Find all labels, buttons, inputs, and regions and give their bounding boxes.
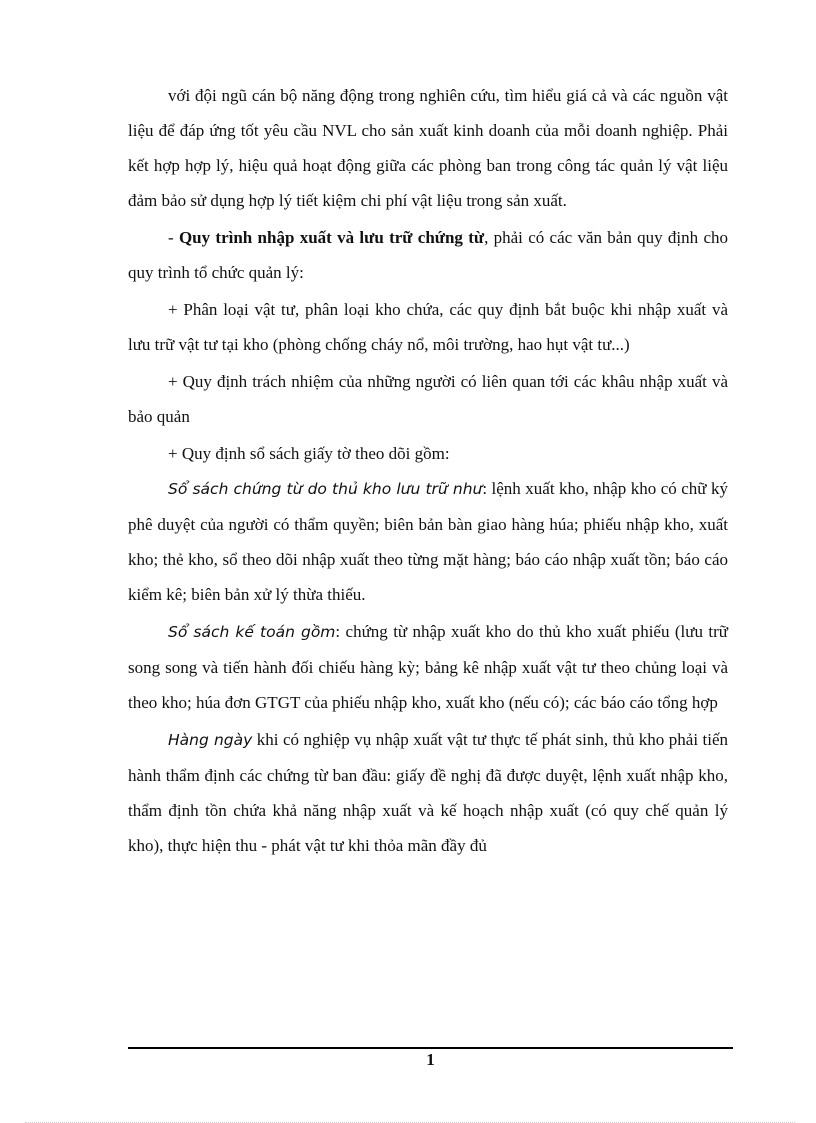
dash-prefix: - (168, 228, 179, 247)
paragraph-responsibility: + Quy định trách nhiệm của những người có liên quan tới các khâu nhập xuất và bảo quản (128, 372, 728, 426)
paragraph-records-intro: + Quy định sổ sách giấy tờ theo dõi gồm: (168, 444, 450, 463)
paragraph-continuation: với đội ngũ cán bộ năng động trong nghiên cứu, tìm hiểu giá cả và các nguồn vật liệu để đáp ứng tốt yêu cầu NVL cho sản xuất kinh doanh của mỗi doanh nghiệp. Phải kết hợp hợp lý, hiệu quả hoạt động giữa các phòng ban trong công tác quản lý vật liệu đảm bảo sử dụng hợp lý tiết kiệm chi phí vật liệu trong sản xuất. (128, 86, 728, 210)
warehouse-records-text: : lệnh xuất kho, nhập kho có chữ ký phê duyệt của người có thẩm quyền; biên bản bàn giao hàng húa; phiếu nhập kho, xuất kho; thẻ kho, sổ theo dõi nhập xuất theo từng mặt hàng; báo cáo nhập xuất tồn; báo cáo kiểm kê; biên bản xử lý thừa thiếu. (128, 479, 728, 604)
daily-text: khi có nghiệp vụ nhập xuất vật tư thực tế phát sinh, thủ kho phải tiến hành thẩm định các chứng từ ban đầu: giấy đề nghị đã được duyệt, lệnh xuất nhập kho, thẩm định tồn chứa khả năng nhập xuất và kế hoạch nhập xuất (có quy chế quản lý kho), thực hiện thu - phát vật tư khi thỏa mãn đầy đủ (128, 730, 729, 855)
paragraph-daily (128, 722, 728, 863)
paragraph-procedure (128, 220, 728, 290)
bold-heading-procedure: Quy trình nhập xuất và lưu trữ chứng từ (178, 228, 485, 247)
italic-label-warehouse: Sổ sách chứng từ do thủ kho lưu trữ như (168, 480, 483, 498)
page-number: 1 (426, 1050, 435, 1069)
page-body (128, 78, 728, 863)
paragraph-accounting-records (128, 614, 728, 720)
footer-divider (128, 1047, 733, 1049)
procedure-text: , phải có các văn bản quy định cho quy trình tổ chức quản lý: (128, 228, 728, 282)
paragraph-warehouse-records (128, 471, 728, 612)
accounting-records-text: : chứng từ nhập xuất kho do thủ kho xuất phiếu (lưu trữ song song và tiến hành đối chiếu hàng kỳ; bảng kê nhập xuất vật tư theo chủng loại và theo kho; húa đơn GTGT của phiếu nhập kho, xuất kho (nếu có); các báo cáo tổng hợp (128, 622, 728, 712)
italic-label-accounting: Sổ sách kế toán gồm (168, 623, 336, 641)
paragraph-classification: + Phân loại vật tư, phân loại kho chứa, các quy định bắt buộc khi nhập xuất và lưu trữ vật tư tại kho (phòng chống cháy nổ, môi trường, hao hụt vật tư...) (128, 300, 728, 354)
italic-label-daily: Hàng ngày (168, 731, 253, 749)
